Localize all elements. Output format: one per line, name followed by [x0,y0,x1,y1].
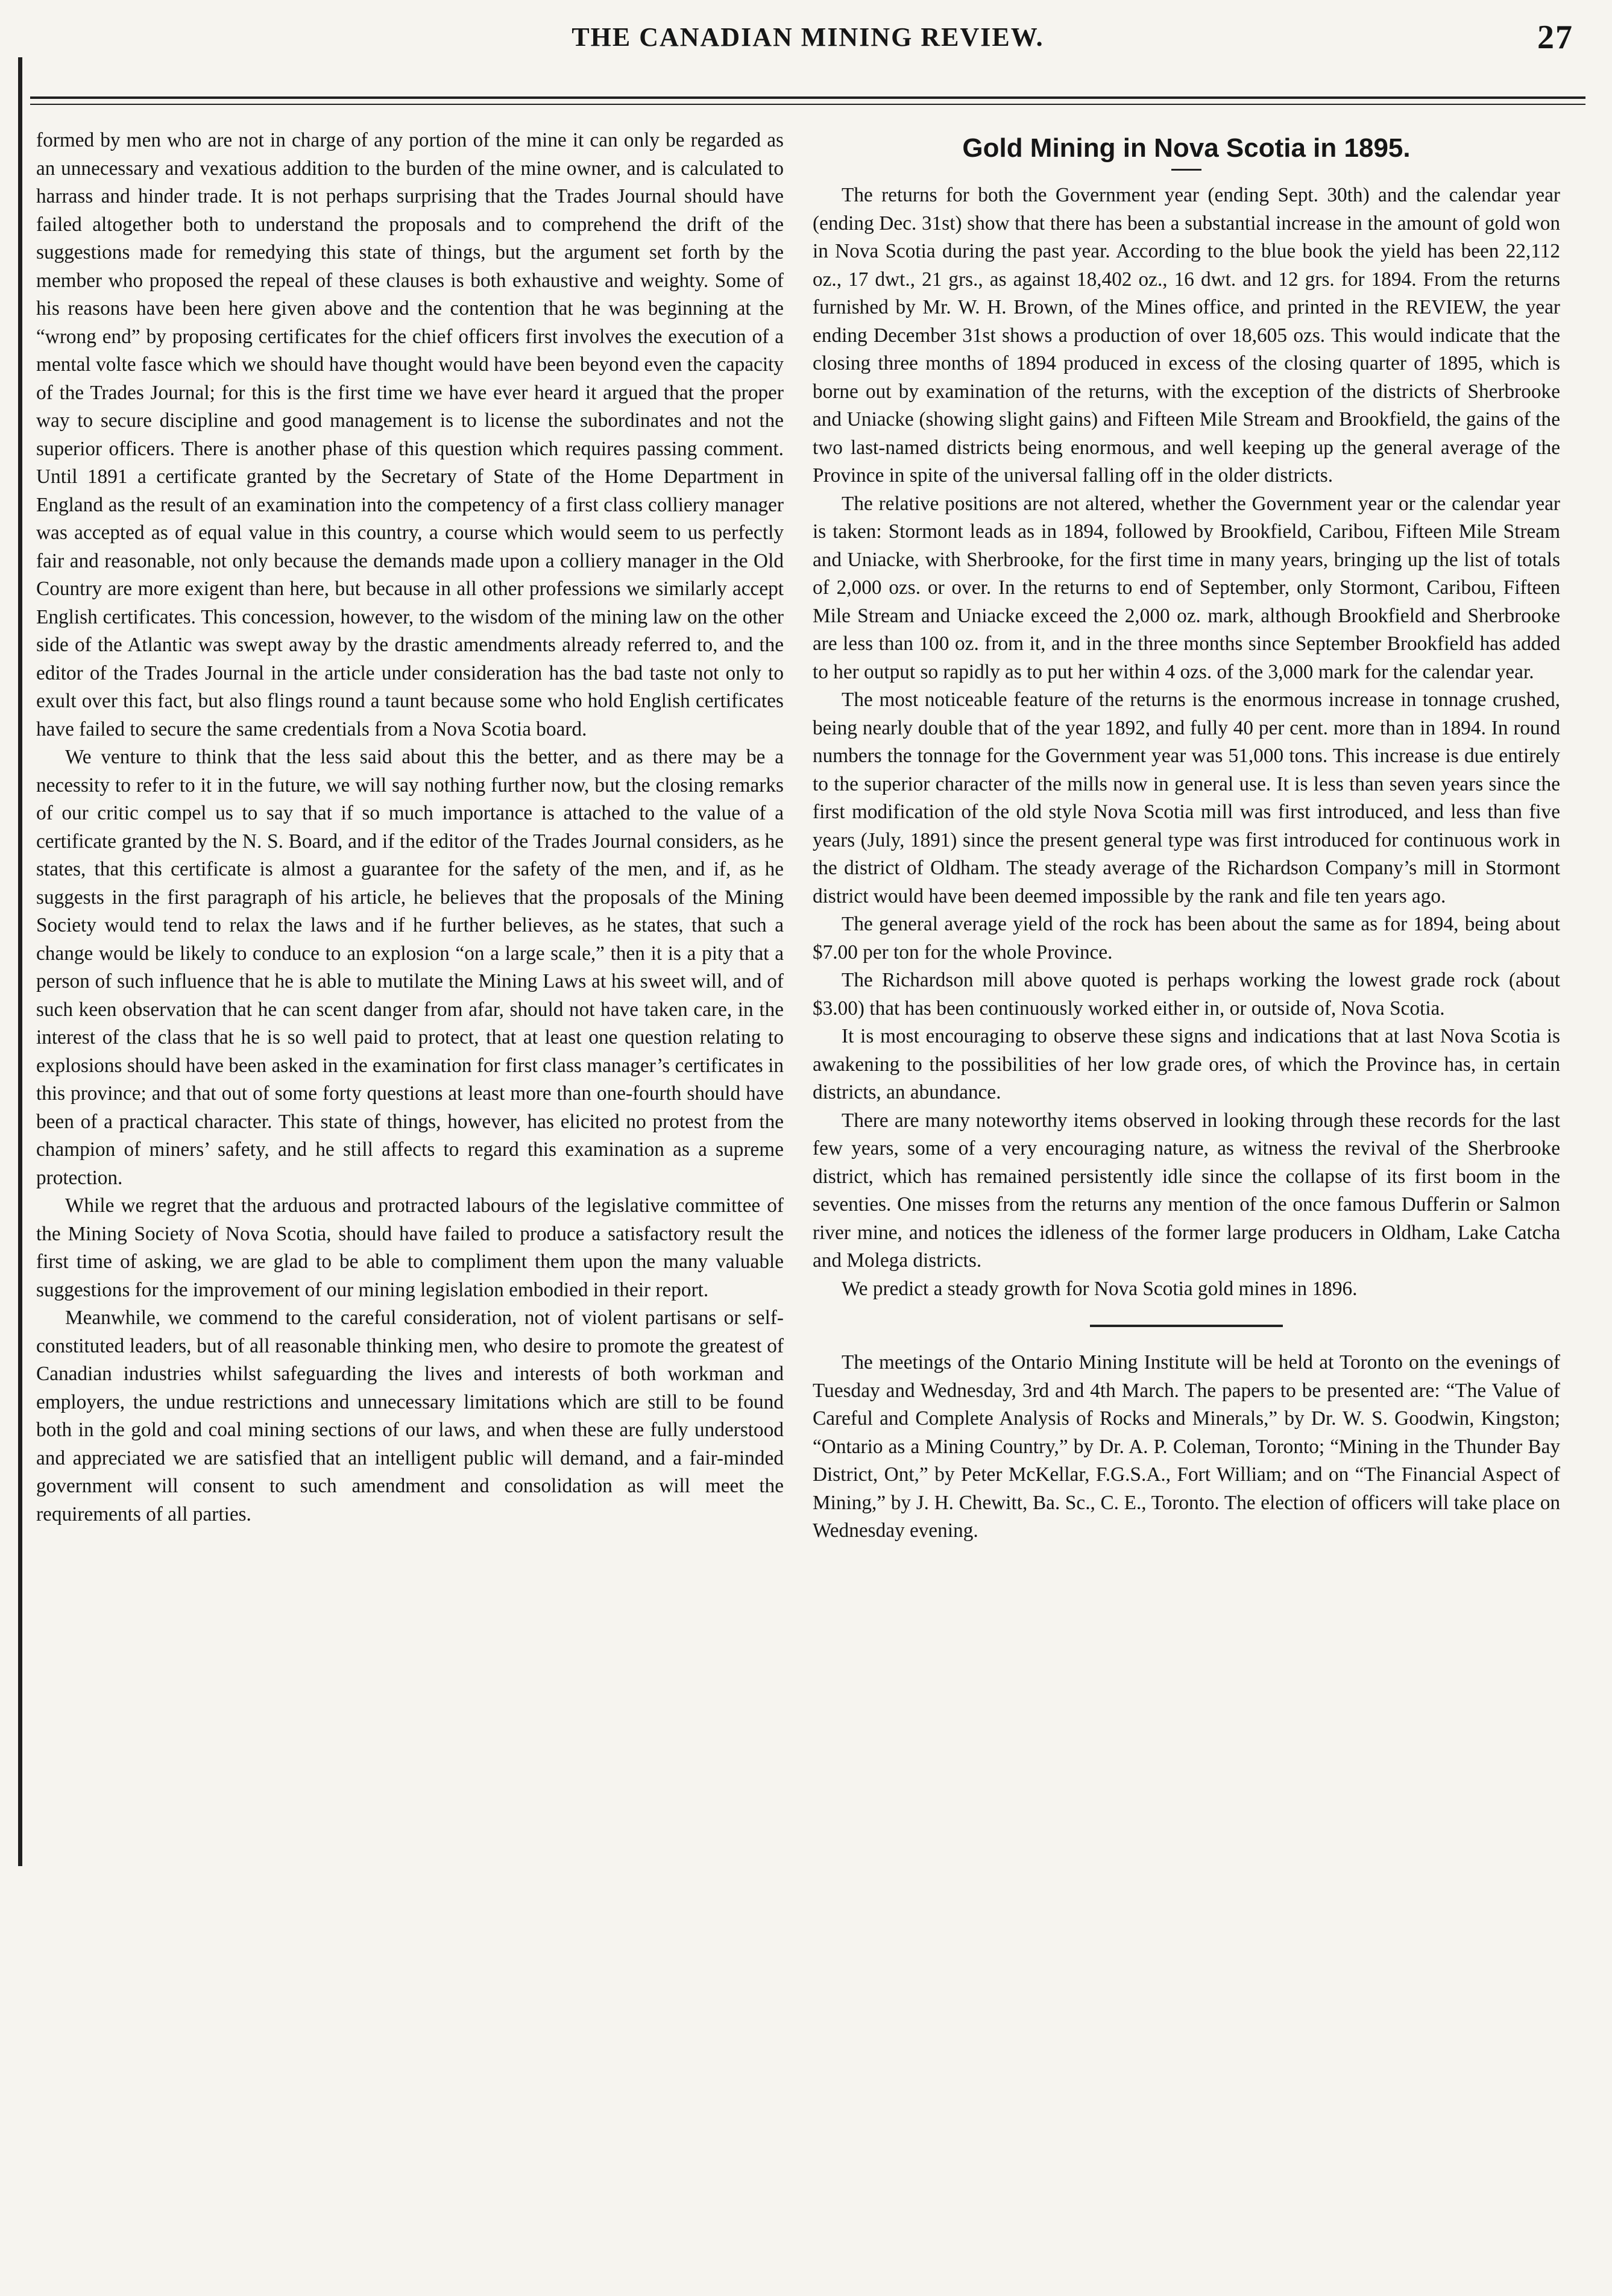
left-paragraph: formed by men who are not in charge of any portion of the mine it can only be regarded as an unnecessary and vexatious addition to the burden of the mine owner, and is calculated to harrass and hinder trade. It is not perhaps surprising that the Trades Journal should have failed altogether both to understand the proposals and to comprehend the drift of the suggestions made for remedying this state of things, but the argument set forth by the member who proposed the repeal of these clauses is both exhaustive and weighty. Some of his reasons have been here given above and the contention that he was beginning at the “wrong end” by proposing certificates for the chief officers first involves the execution of a mental volte fasce which we should have thought would have been beyond even the capacity of the Trades Journal; for this is the first time we have ever heard it argued that the proper way to secure discipline and good management is to license the subordinates and not the superior officers. There is another phase of this question which requires passing comment. Until 1891 a certificate granted by the Secretary of State of the Home Department in England as the result of an examination into the competency of a first class colliery manager was accepted as of equal value in this country, a course which would seem to us perfectly fair and reasonable, not only because the demands made upon a colliery manager in the Old Country are more exigent than here, but because in all other professions we similarly accept English certificates. This concession, however, to the wisdom of the mining law on the other side of the Atlantic was swept away by the drastic amendments already referred to, and the editor of the Trades Journal in the article under consideration has the bad taste not only to exult over this fact, but also flings round a taunt because some who hold English certificates have failed to secure the same credentials from a Nova Scotia board. [36,129,784,740]
article-paragraph: The most noticeable feature of the returns is the enormous increase in tonnage crushed, being nearly double that of the year 1892, and fully 40 per cent. more than in 1894. In round numbers the tonnage for the Government year was 51,000 tons. This increase is due entirely to the superior character of the mills now in general use. It is less than seven years since the first modification of the old style Nova Scotia mill was first introduced, and less than five years (July, 1891) since the present general type was first introduced for continuous work in the district of Oldham. The steady average of the Richardson Company’s mill in Stormont district would have been deemed impossible by the rank and file ten years ago. [813,689,1560,907]
title-dash [1171,169,1201,171]
header-rule-thick [30,96,1585,99]
header-rule-thin [30,104,1585,105]
section-separator [1090,1325,1283,1327]
page-number: 27 [1537,19,1573,56]
article-paragraph: We predict a steady growth for Nova Scotia gold mines in 1896. [842,1277,1358,1300]
article-paragraph: The Richardson mill above quoted is perhaps working the lowest grade rock (about $3.00) that has been continuously worked either in, or outside of, Nova Scotia. [813,969,1560,1020]
article-paragraph: There are many noteworthy items observed in looking through these records for the last few years, some of a very encouraging nature, as witness the revival of the Sherbrooke district, which has remained persistently idle since the collapse of its first boom in the seventies. One misses from the returns any mention of the once famous Dufferin or Salmon river mine, and notices the idleness of the former large producers in Oldham, Lake Catcha and Molega districts. [813,1109,1560,1272]
left-paragraph: We venture to think that the less said about this the better, and as there may be a necessity to refer to it in the future, we will say nothing further now, but the closing remarks of our critic compel us to say that if so much importance is attached to the value of a certificate granted by the N. S. Board, and if the editor of the Trades Journal considers, as he states, that this certificate is almost a guarantee for the safety of the men, and if, as he suggests in the first paragraph of his article, he believes that the proposals of the Mining Society would tend to relax the laws and if he further believes, as he states, that such a change would be likely to conduce to an explosion “on a large scale,” then it is a pity that a person of such influence that he is able to mutilate the Mining Laws at his sweet will, and of such keen observation that he can scent danger from afar, should not have taken care, in the interest of the class that he is so well paid to protect, that at least one question relating to explosions should have been asked in the examination for first class manager’s certificates in this province; and that out of some forty questions at least more than one-fourth should have been of a practical character. This state of things, however, has elicited no protest from the champion of miners’ safety, and he still affects to regard this examination as a supreme protection. [36,746,784,1189]
article-paragraph: The general average yield of the rock has been about the same as for 1894, being about $7.00 per ton for the whole Province. [813,913,1560,964]
publication-title: THE CANADIAN MINING REVIEW. [571,22,1044,52]
article-paragraph: It is most encouraging to observe these signs and indications that at last Nova Scotia is awakening to the possibilities of her low grade ores, of which the Province has, in certain districts, an abundance. [813,1025,1560,1103]
article-paragraph: The relative positions are not altered, whether the Government year or the calendar year is taken: Stormont leads as in 1894, followed by Brookfield, Caribou, Fifteen Mile Stream and Uniacke, with Sherbrooke, for the first time in many years, bringing up the list of totals of 2,000 ozs. or over. In the returns to end of September, only Stormont, Caribou, Fifteen Mile Stream and Uniacke exceed the 2,000 oz. mark, although Brookfield and Sherbrooke are less than 100 oz. from it, and in the three months since September Brookfield has added to her output so rapidly as to put her within 4 ozs. of the 3,000 mark for the calendar year. [813,492,1560,683]
right-column [813,127,1560,1545]
page-header [18,10,1598,64]
left-column [36,127,784,1528]
left-paragraph: Meanwhile, we commend to the careful consideration, not of violent partisans or self-constituted leaders, but of all reasonable thinking men, who desire to promote the greatest of Canadian industries whilst safeguarding the lives and interests of both workman and employers, the undue restrictions and unnecessary limitations which are still to be found both in the gold and coal mining sections of our laws, and when these are fully understood and appreciated we are satisfied that an intelligent public will demand, and a fair-minded government will consent to such amendment and consolidation as will meet the requirements of all parties. [36,1307,784,1525]
ontario-institute-notice [813,1349,1560,1545]
article-paragraph: The returns for both the Government year (ending Sept. 30th) and the calendar year (ending Dec. 31st) show that there has been a substantial increase in the amount of gold won in Nova Scotia during the past year. According to the blue book the yield has been 22,112 oz., 17 dwt., 21 grs., as against 18,402 oz., 16 dwt. and 12 grs. for 1894. From the returns furnished by Mr. W. H. Brown, of the Mines office, and printed in the REVIEW, the year ending December 31st shows a production of over 18,605 ozs. This would indicate that the closing three months of 1894 produced in excess of the closing quarter of 1895, which is borne out by examination of the returns, with the exception of the districts of Sherbrooke and Uniacke (showing slight gains) and Fifteen Mile Stream and Brookfield, the gains of the two last-named districts being enormous, and well keeping up the general average of the Province in spite of the universal falling off in the older districts. [813,184,1560,487]
left-paragraph: While we regret that the arduous and protracted labours of the legislative committee of the Mining Society of Nova Scotia, should have failed to produce a satisfactory result the first time of asking, we are glad to be able to compliment them upon the many valuable suggestions for the improvement of our mining legislation embodied in their report. [36,1194,784,1301]
article-title: Gold Mining in Nova Scotia in 1895. [962,133,1411,163]
newspaper-page [18,0,1598,2296]
binding-edge [18,57,22,1866]
notice-paragraph: The meetings of the Ontario Mining Institute will be held at Toronto on the evenings of Tuesday and Wednesday, 3rd and 4th March. The papers to be presented are: “The Value of Careful and Complete Analysis of Rocks and Minerals,” by Dr. W. S. Goodwin, Kingston; “Ontario as a Mining Country,” by Dr. A. P. Coleman, Toronto; “Mining in the Thunder Bay District, Ont,” by Peter McKellar, F.G.S.A., Fort William; and on “The Financial Aspect of Mining,” by J. H. Chewitt, Ba. Sc., C. E., Toronto. The election of officers will take place on Wednesday evening. [813,1351,1560,1542]
